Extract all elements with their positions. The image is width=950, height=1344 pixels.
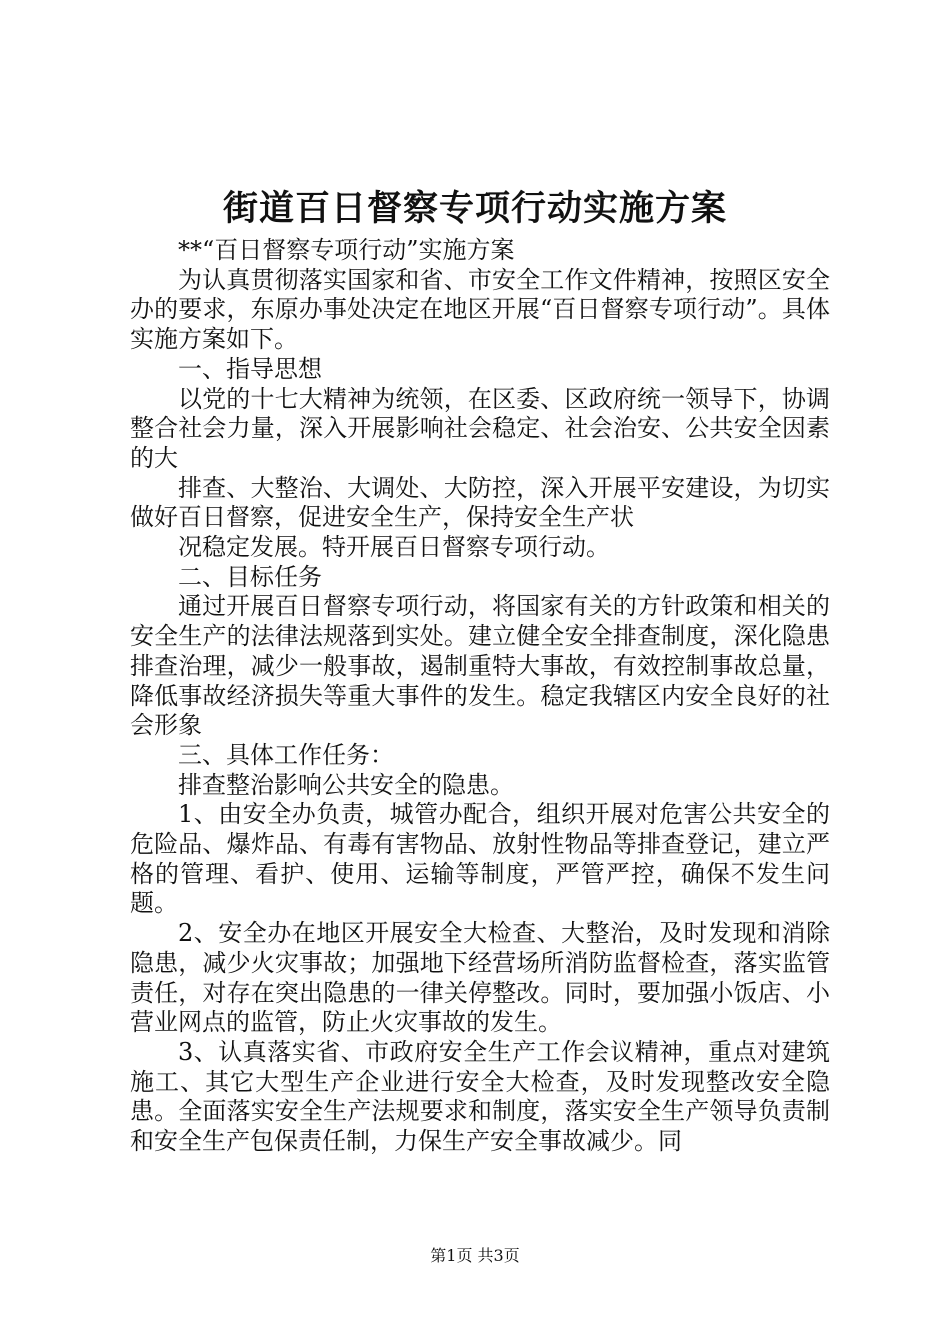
page-footer: 第1页 共3页 [430, 1246, 520, 1265]
paragraph: 况稳定发展。特开展百日督察专项行动。 [178, 533, 610, 562]
document-title: 街道百日督察专项行动实施方案 [222, 188, 727, 229]
paragraph: 排查、大整治、大调处、大防控，深入开展平安建设，为切实做好百日督察，促进安全生产，保持安全生产状 [130, 473, 830, 532]
paragraph: 1、由安全办负责，城管办配合，组织开展对危害公共安全的危险品、爆炸品、有毒有害物品、放射性物品等排查登记，建立严格的管理、看护、使用、运输等制度，严管严控，确保不发生问题。 [130, 800, 830, 918]
paragraph: 2、安全办在地区开展安全大检查、大整治，及时发现和消除隐患，减少火灾事故；加强地下经营场所消防监督检查，落实监管责任，对存在突出隐患的一律关停整改。同时，要加强小饭店、小营业网点的监管，防止火灾事故的发生。 [130, 919, 830, 1037]
section-heading: 二、目标任务 [178, 562, 322, 591]
document-body [130, 236, 830, 1157]
paragraph: 为认真贯彻落实国家和省、市安全工作文件精神，按照区安全办的要求，东原办事处决定在地区开展“百日督察专项行动”。具体实施方案如下。 [130, 265, 830, 354]
paragraph: 3、认真落实省、市政府安全生产工作会议精神，重点对建筑施工、其它大型生产企业进行安全大检查，及时发现整改安全隐患。全面落实安全生产法规要求和制度，落实安全生产领导负责制和安全生产包保责任制，力保生产安全事故减少。同 [130, 1037, 830, 1156]
paragraph: 以党的十七大精神为统领，在区委、区政府统一领导下，协调整合社会力量，深入开展影响社会稳定、社会治安、公共安全因素的大 [130, 384, 830, 472]
paragraph: 排查整治影响公共安全的隐患。 [178, 770, 514, 799]
section-heading: 一、指导思想 [178, 354, 322, 383]
section-heading: 三、具体工作任务： [178, 740, 394, 769]
paragraph: 通过开展百日督察专项行动，将国家有关的方针政策和相关的安全生产的法律法规落到实处。建立健全安全排查制度，深化隐患排查治理，减少一般事故，遏制重特大事故，有效控制事故总量，降低事故经济损失等重大事件的发生。稳定我辖区内安全良好的社会形象 [130, 592, 830, 740]
paragraph: **“百日督察专项行动”实施方案 [178, 236, 515, 264]
